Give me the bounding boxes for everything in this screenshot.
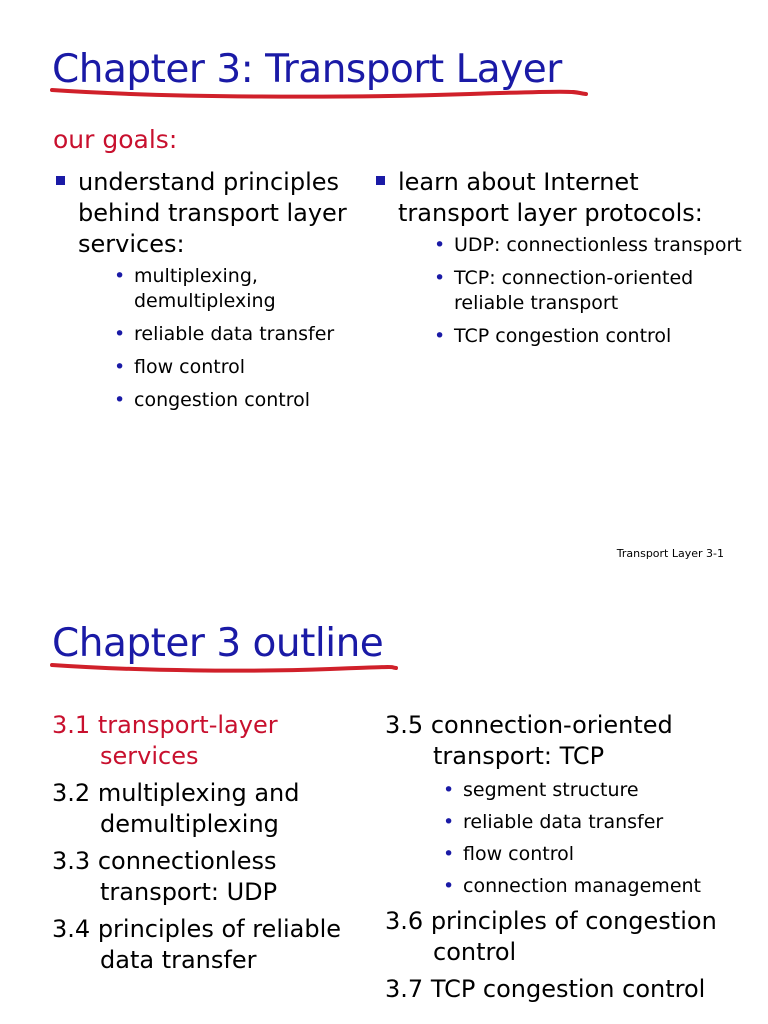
list-item: [422, 324, 754, 349]
section-title: transport-layer services: [97, 711, 278, 770]
slide-title: Chapter 3: Transport Layer: [52, 47, 562, 92]
item-text: TCP congestion control: [454, 325, 672, 347]
tcp-sublist: [385, 778, 755, 899]
item-text: segment structure: [463, 779, 639, 801]
section-title: connectionless transport: UDP: [97, 847, 278, 906]
outline-left-column: [52, 710, 382, 982]
bullet-dot-icon: •: [114, 323, 126, 345]
section-number: 3.4: [52, 915, 91, 943]
goals-right-column: [374, 167, 754, 357]
item-text: flow control: [134, 356, 246, 378]
section-number: 3.2: [52, 779, 91, 807]
item-text: reliable data transfer: [463, 811, 664, 833]
section-number: 3.5: [385, 711, 424, 739]
bullet-dot-icon: •: [443, 875, 455, 897]
list-item: [102, 355, 364, 380]
goal-sublist: [78, 264, 364, 413]
title-underline: [50, 84, 590, 104]
outline-item[interactable]: [52, 778, 382, 840]
section-number: 3.3: [52, 847, 91, 875]
goals-label: our goals:: [53, 125, 178, 154]
bullet-dot-icon: •: [443, 779, 455, 801]
item-text: multiplexing, demultiplexing: [134, 265, 276, 312]
item-text: flow control: [463, 843, 575, 865]
goals-left-column: [54, 167, 364, 421]
item-text: congestion control: [134, 389, 311, 411]
outline-item[interactable]: [385, 906, 755, 968]
outline-item[interactable]: [52, 846, 382, 908]
bullet-dot-icon: •: [434, 234, 446, 256]
list-item: [385, 874, 755, 899]
outline-item[interactable]: [385, 974, 755, 1005]
bullet-dot-icon: •: [434, 267, 446, 289]
outline-item[interactable]: [52, 914, 382, 976]
bullet-dot-icon: •: [114, 356, 126, 378]
slide-footer: Transport Layer 3-1: [616, 547, 724, 560]
list-item: [422, 233, 754, 258]
section-number: 3.6: [385, 907, 424, 935]
goal-internet-protocols: [374, 167, 754, 349]
goal-sublist: [398, 233, 754, 349]
list-item: [422, 266, 754, 316]
section-title: principles of congestion control: [430, 907, 717, 966]
bullet-dot-icon: •: [443, 843, 455, 865]
section-title: TCP congestion control: [430, 975, 706, 1003]
section-title: multiplexing and demultiplexing: [97, 779, 300, 838]
list-item: [102, 322, 364, 347]
title-underline: [50, 658, 400, 678]
slide-chapter-outline: [0, 512, 768, 1024]
list-item: [385, 810, 755, 835]
slide-title: Chapter 3 outline: [52, 621, 384, 666]
item-text: connection management: [463, 875, 702, 897]
square-bullet-icon: [56, 176, 65, 185]
item-text: reliable data transfer: [134, 323, 335, 345]
item-text: UDP: connectionless transport: [454, 234, 742, 256]
bullet-dot-icon: •: [114, 265, 126, 287]
item-text: TCP: connection-oriented reliable transport: [454, 267, 694, 314]
section-title: principles of reliable data transfer: [97, 915, 342, 974]
section-number: 3.1: [52, 711, 91, 739]
section-title: connection-oriented transport: TCP: [430, 711, 673, 770]
bullet-dot-icon: •: [443, 811, 455, 833]
tcp-sublist-wrapper: [385, 778, 755, 899]
bullet-dot-icon: •: [434, 325, 446, 347]
outline-right-column: [385, 710, 755, 1011]
goal-text: understand principles behind transport layer services:: [78, 168, 347, 258]
list-item: [385, 842, 755, 867]
list-item: [102, 264, 364, 314]
bullet-dot-icon: •: [114, 389, 126, 411]
outline-item[interactable]: [385, 710, 755, 772]
list-item: [385, 778, 755, 803]
outline-item[interactable]: [52, 710, 382, 772]
goal-principles: [54, 167, 364, 413]
section-number: 3.7: [385, 975, 424, 1003]
list-item: [102, 388, 364, 413]
goal-text: learn about Internet transport layer protocols:: [398, 168, 703, 227]
square-bullet-icon: [376, 176, 385, 185]
